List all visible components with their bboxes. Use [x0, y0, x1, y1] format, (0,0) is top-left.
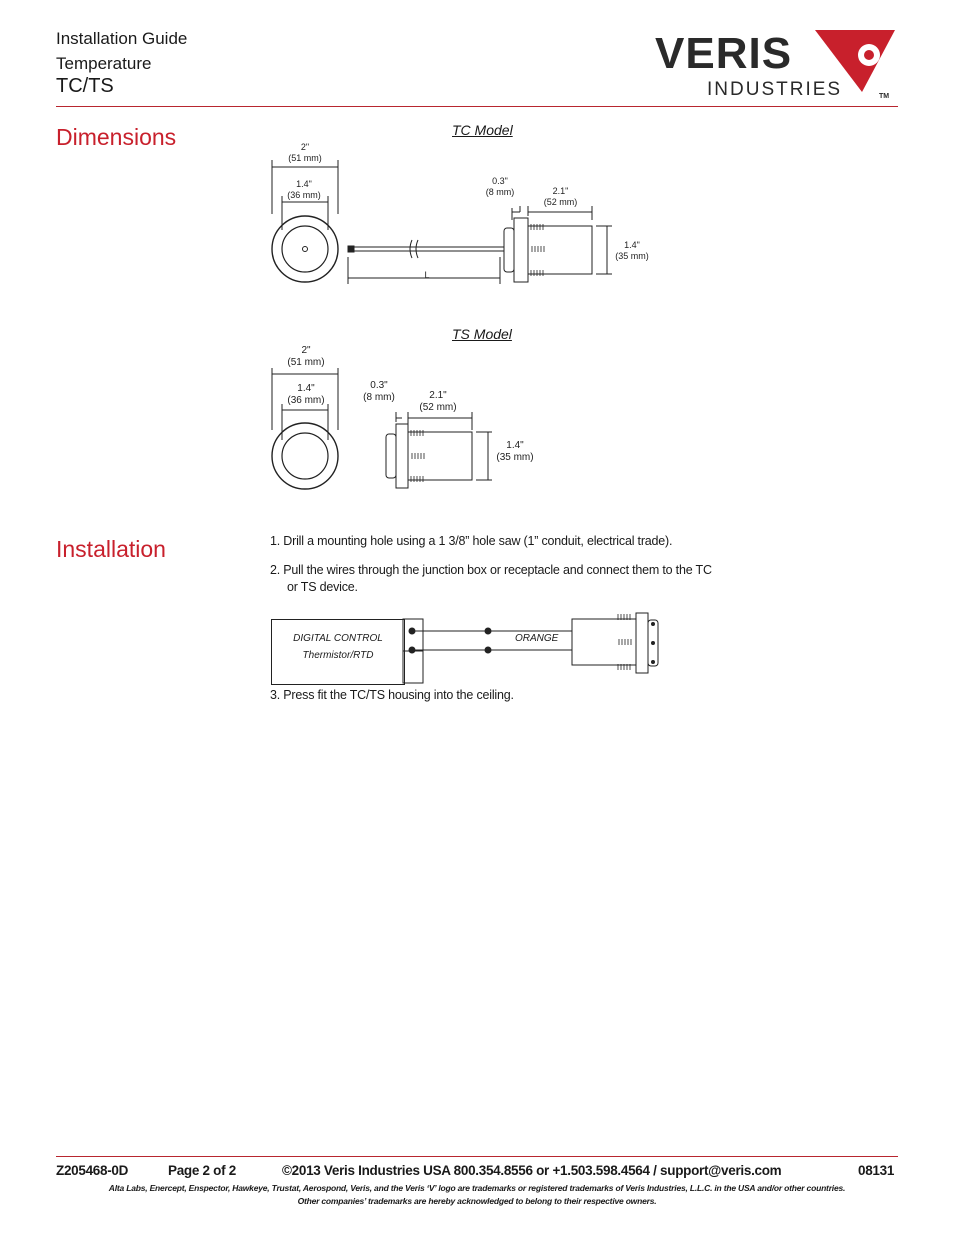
control-box-line1: DIGITAL CONTROL — [293, 633, 383, 644]
logo-tm: TM — [879, 93, 890, 100]
footer-trademarks-2: Other companies’ trademarks are hereby acknowledged to belong to their respective owners. — [297, 1196, 657, 1206]
ts-length-dim: 2.1" (52 mm) — [419, 390, 457, 413]
tc-inner-dim: 1.4" (36 mm) — [287, 179, 321, 200]
logo-word: VERIS — [655, 29, 793, 78]
footer-rule — [56, 1156, 898, 1157]
header-rule — [56, 106, 898, 107]
ts-model-title: TS Model — [452, 326, 512, 342]
installation-title: Installation — [56, 536, 166, 562]
footer-code: 08131 — [858, 1163, 895, 1178]
ts-flange-dim: 0.3" (8 mm) — [363, 380, 395, 403]
tc-model-drawing — [260, 150, 660, 300]
logo-subword: INDUSTRIES — [707, 79, 843, 100]
tc-length-dim: 2.1" (52 mm) — [543, 186, 578, 207]
dimensions-title: Dimensions — [56, 124, 177, 150]
tc-flange-dim: 0.3" (8 mm) — [485, 176, 515, 197]
footer-trademarks-1: Alta Labs, Enercept, Enspector, Hawkeye, Trustat, Aerospond, Veris, and the Veris ‘V’ logo are trademarks or registered trademarks of Veris Industries, L.L.C. in the USA and/or other countries. — [108, 1183, 846, 1193]
install-step-1: 1. Drill a mounting hole using a 1 3/8” hole saw (1” conduit, electrical trade). — [270, 534, 673, 548]
install-step-2-cont: or TS device. — [287, 580, 358, 594]
veris-logo — [650, 22, 900, 102]
footer-doc-id: Z205468-0D — [56, 1163, 129, 1178]
digital-control-box — [271, 619, 405, 685]
install-step-3: 3. Press fit the TC/TS housing into the ceiling. — [270, 688, 514, 702]
footer-page-number: Page 2 of 2 — [168, 1163, 236, 1178]
tc-model-title: TC Model — [452, 122, 513, 138]
ts-inner-dim: 1.4" (36 mm) — [287, 383, 325, 406]
tc-probe-length-label: L — [424, 270, 430, 280]
header-model: TC/TS — [56, 75, 114, 97]
veris-logo-graphic — [650, 22, 900, 102]
wiring-diagram — [400, 610, 665, 690]
wire-color-label: ORANGE — [515, 633, 559, 644]
header-guide-type: Installation Guide — [56, 29, 188, 48]
ts-model-drawing — [260, 360, 510, 495]
tc-outer-dim: 2" (51 mm) — [288, 142, 322, 163]
footer-contact: ©2013 Veris Industries USA 800.354.8556 or +1.503.598.4564 / support@veris.com — [282, 1163, 782, 1178]
header-category: Temperature — [56, 54, 152, 73]
install-step-2: 2. Pull the wires through the junction box or receptacle and connect them to the TC — [270, 563, 712, 577]
ts-outer-dim: 2" (51 mm) — [287, 345, 325, 368]
control-box-line2: Thermistor/RTD — [302, 650, 374, 661]
ts-height-dim: 1.4" (35 mm) — [496, 440, 534, 463]
tc-height-dim: 1.4" (35 mm) — [615, 240, 649, 261]
